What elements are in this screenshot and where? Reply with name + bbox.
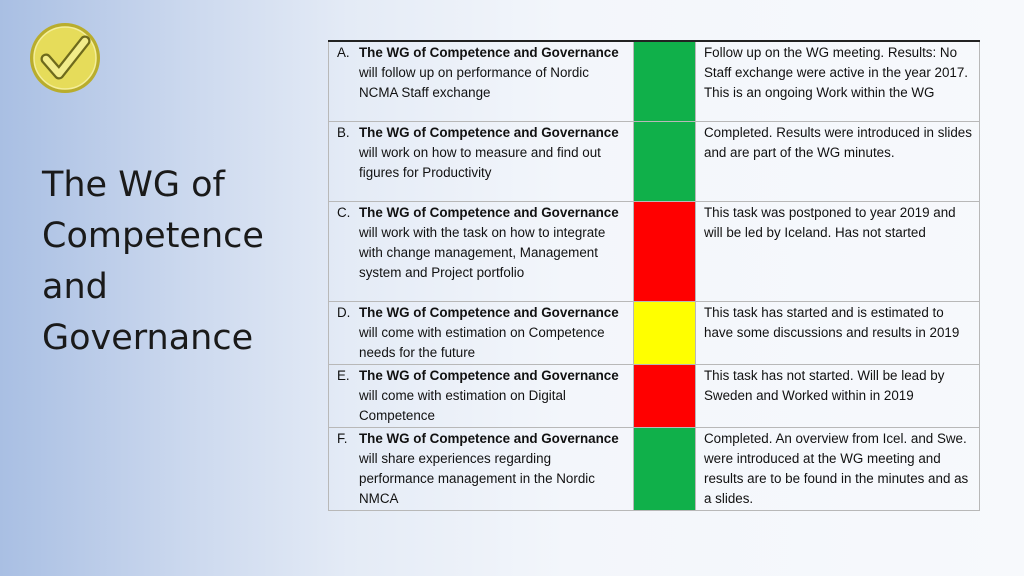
task-description: [359, 366, 627, 426]
result-cell: Follow up on the WG meeting. Results: No Staff exchange were active in the year 2017. This is an ongoing Work within the WG: [696, 41, 980, 121]
result-cell: Completed. An overview from Icel. and Swe. were introduced at the WG meeting and results are to be found in the minutes and as a slides.: [696, 427, 980, 510]
task-detail: will follow up on performance of Nordic NCMA Staff exchange: [359, 65, 589, 100]
task-detail: will share experiences regarding performance management in the Nordic NMCA: [359, 450, 595, 506]
task-description: [359, 43, 627, 103]
task-owner: The WG of Competence and Governance: [359, 367, 619, 383]
task-detail: will come with estimation on Competence needs for the future: [359, 324, 605, 360]
task-description: [359, 429, 627, 509]
task-owner: The WG of Competence and Governance: [359, 304, 619, 320]
task-detail: will come with estimation on Digital Competence: [359, 387, 566, 423]
status-indicator-green: [634, 427, 696, 510]
task-owner: The WG of Competence and Governance: [359, 430, 619, 446]
table-row: [329, 201, 980, 301]
task-letter: D.: [337, 304, 351, 320]
status-indicator-red: [634, 364, 696, 427]
slide-title: The WG of Competence and Governance: [42, 165, 264, 358]
result-cell: This task has started and is estimated to have some discussions and results in 2019: [696, 301, 980, 364]
table-row: [329, 364, 980, 427]
status-indicator-green: [634, 41, 696, 121]
task-description: [359, 203, 627, 283]
task-cell: [329, 427, 634, 510]
result-cell: This task has not started. Will be lead by Sweden and Worked within in 2019: [696, 364, 980, 427]
task-detail: will work on how to measure and find out figures for Productivity: [359, 144, 601, 180]
table-row: [329, 41, 980, 121]
task-cell: [329, 121, 634, 201]
table-row: [329, 121, 980, 201]
task-letter: F.: [337, 430, 348, 446]
task-letter: B.: [337, 124, 350, 140]
task-owner: The WG of Competence and Governance: [359, 204, 619, 220]
task-description: [359, 303, 627, 363]
task-cell: [329, 364, 634, 427]
task-cell: [329, 301, 634, 364]
checkmark-badge-icon: [29, 22, 101, 94]
task-owner: The WG of Competence and Governance: [359, 45, 619, 60]
result-cell: Completed. Results were introduced in slides and are part of the WG minutes.: [696, 121, 980, 201]
result-cell: This task was postponed to year 2019 and will be led by Iceland. Has not started: [696, 201, 980, 301]
task-detail: will work with the task on how to integrate with change management, Management system and Project portfolio: [359, 224, 606, 280]
task-cell: [329, 201, 634, 301]
status-indicator-red: [634, 201, 696, 301]
table-row: [329, 301, 980, 364]
status-indicator-green: [634, 121, 696, 201]
task-description: [359, 123, 627, 183]
status-indicator-yellow: [634, 301, 696, 364]
status-table: [328, 40, 980, 511]
table-row: [329, 427, 980, 510]
task-cell: [329, 41, 634, 121]
task-letter: A.: [337, 45, 350, 60]
task-owner: The WG of Competence and Governance: [359, 124, 619, 140]
task-letter: C.: [337, 204, 351, 220]
task-letter: E.: [337, 367, 350, 383]
